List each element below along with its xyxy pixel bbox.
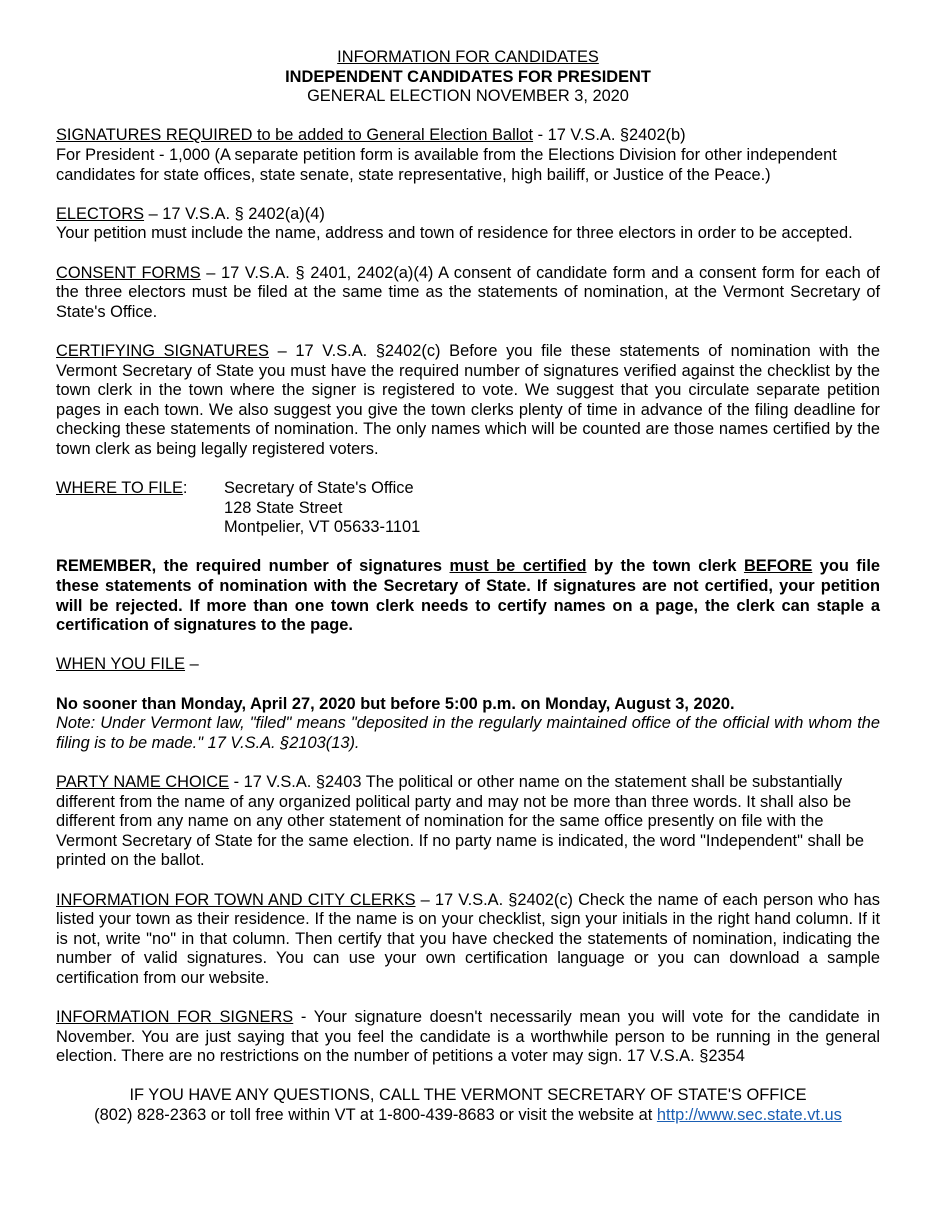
- document-header: [56, 48, 880, 107]
- consent-heading: CONSENT FORMS: [56, 263, 201, 282]
- section-signers: [56, 1008, 880, 1067]
- certifying-heading: CERTIFYING SIGNATURES: [56, 341, 269, 360]
- section-town-clerks: [56, 891, 880, 989]
- footer-questions: IF YOU HAVE ANY QUESTIONS, CALL THE VERMONT SECRETARY OF STATE'S OFFICE: [129, 1086, 807, 1105]
- header-title: INFORMATION FOR CANDIDATES: [337, 48, 599, 66]
- where-to-file-colon: :: [182, 479, 188, 498]
- consent-body: – 17 V.S.A. § 2401, 2402(a)(4) A consent of candidate form and a consent form for each of the three electors must be filed at the same time as the statements of nomination, at the Vermont Secretary of State's Office.: [56, 263, 880, 321]
- remember-underline-1: must be certified: [449, 557, 587, 576]
- electors-body: Your petition must include the name, address and town of residence for three electors in order to be accepted.: [56, 224, 853, 243]
- party-body: - 17 V.S.A. §2403 The political or other name on the statement shall be substantially different from the name of any organized political party and may not be more than three words. It shall also be different from any name on any other statement of nomination for the same office presently on file with the Vermont Secretary of State for the same election. If no party name is indicated, the word "Independent" shall be printed on the ballot.: [56, 772, 864, 870]
- signers-heading: INFORMATION FOR SIGNERS: [56, 1008, 294, 1027]
- certifying-body: – 17 V.S.A. §2402(c) Before you file these statements of nomination with the Vermont Secretary of State you must have the required number of signatures verified against the checklist by the town clerk in the town where the signer is registered to vote. We suggest that you circulate separate petition pages in each town. We also suggest you give the town clerks plenty of time in advance of the filing deadline for checking these statements of nomination. The only names which will be counted are those names certified by the town clerk as being legally registered voters.: [56, 341, 880, 458]
- signatures-ref: - 17 V.S.A. §2402(b): [533, 126, 686, 145]
- section-remember: [56, 557, 880, 635]
- remember-text-3: you file these statements of nomination with the Secretary of State. If signatures are not certified, your petition will be rejected. If more than one town clerk needs to certify names on a page, the clerk can staple a certification of signatures to the page.: [56, 557, 880, 635]
- section-consent-forms: [56, 264, 880, 323]
- header-election-date: GENERAL ELECTION NOVEMBER 3, 2020: [307, 87, 629, 106]
- filing-dates: No sooner than Monday, April 27, 2020 but before 5:00 p.m. on Monday, August 3, 2020.: [56, 694, 735, 713]
- clerks-heading: INFORMATION FOR TOWN AND CITY CLERKS: [56, 890, 416, 909]
- document-footer: [56, 1086, 880, 1125]
- header-subtitle: INDEPENDENT CANDIDATES FOR PRESIDENT: [285, 67, 651, 86]
- electors-ref: – 17 V.S.A. § 2402(a)(4): [144, 204, 325, 223]
- website-link[interactable]: http://www.sec.state.vt.us: [656, 1106, 842, 1125]
- section-signatures-required: [56, 126, 880, 185]
- section-certifying-signatures: [56, 342, 880, 460]
- section-electors: [56, 205, 880, 244]
- electors-heading: ELECTORS: [56, 204, 145, 223]
- when-heading: WHEN YOU FILE: [56, 655, 186, 674]
- when-dash: –: [185, 655, 199, 674]
- filing-note: Note: Under Vermont law, "filed" means "deposited in the regularly maintained office of the official with whom the filing is to be made." 17 V.S.A. §2103(13).: [56, 714, 880, 752]
- section-when-you-file: [56, 655, 880, 753]
- mailing-address: [224, 479, 420, 538]
- section-party-name-choice: [56, 773, 880, 871]
- section-where-to-file: [56, 479, 880, 538]
- footer-contact: (802) 828-2363 or toll free within VT at 1-800-439-8683 or visit the website at: [94, 1106, 657, 1125]
- remember-text-2: by the town clerk: [586, 557, 744, 576]
- address-line-3: Montpelier, VT 05633-1101: [224, 518, 421, 537]
- signers-body: - Your signature doesn't necessarily mean you will vote for the candidate in November. You are just saying that you feel the candidate is a worthwhile person to be running in the general election. There are no restrictions on the number of petitions a voter may sign. 17 V.S.A. §2354: [56, 1008, 881, 1066]
- party-heading: PARTY NAME CHOICE: [56, 772, 230, 791]
- signatures-body: For President - 1,000 (A separate petition form is available from the Elections Division for other independent candidates for state offices, state senate, state representative, high bailiff, or Justice of the Peace.): [56, 145, 837, 184]
- address-line-1: Secretary of State's Office: [224, 479, 414, 498]
- clerks-body: – 17 V.S.A. §2402(c) Check the name of each person who has listed your town as their residence. If the name is on your checklist, sign your initials in the right hand column. If it is not, write "no" in that column. Then certify that you have checked the statements of nomination, indicating the number of valid signatures. You can use your own certification language or you can download a sample certification from our website.: [56, 890, 880, 987]
- signatures-heading: SIGNATURES REQUIRED to be added to General Election Ballot: [56, 126, 534, 145]
- remember-underline-2: BEFORE: [743, 557, 813, 576]
- address-line-2: 128 State Street: [224, 498, 343, 517]
- where-to-file-label: WHERE TO FILE: [56, 479, 183, 498]
- remember-text-1: REMEMBER, the required number of signatures: [56, 557, 450, 576]
